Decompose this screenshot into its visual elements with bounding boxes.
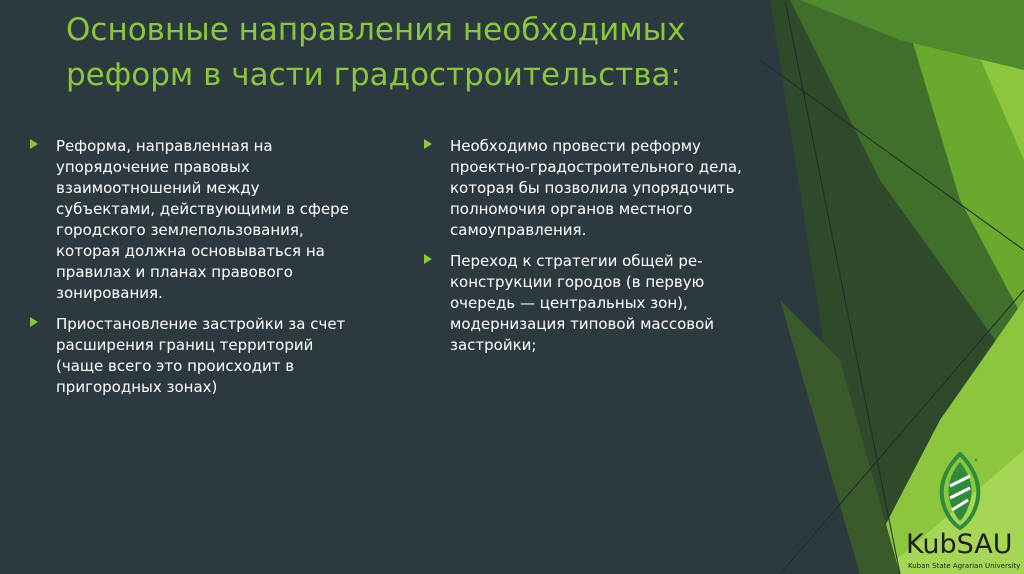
bullet-text: Реформа, направленная на упорядочение правовых взаимоотношений между субъектами, действующими в сфере городского землепользования, которая должна основываться на правилах и планах правового зонирования. bbox=[56, 137, 349, 302]
bullet-item bbox=[30, 136, 360, 304]
right-bullet-list bbox=[424, 136, 754, 366]
slide-title-line-1: Основные направления необходимых bbox=[66, 12, 686, 48]
kubsau-logo bbox=[900, 452, 1024, 574]
bullet-text: Необходимо провести реформу проектно-градостроительного дела, которая бы позволила упорядочить полномочия органов местного самоуправления. bbox=[450, 137, 742, 239]
logo-subtitle: Kuban State Agrarian University bbox=[908, 562, 1021, 570]
bullet-item bbox=[30, 314, 360, 398]
triangle-bullet-icon bbox=[424, 139, 432, 149]
slide-title-line-2: реформ в части градостроительства: bbox=[66, 57, 681, 93]
bullet-item bbox=[424, 136, 754, 241]
triangle-bullet-icon bbox=[30, 139, 38, 149]
triangle-bullet-icon bbox=[30, 317, 38, 327]
leaf-logo-icon bbox=[936, 452, 984, 530]
triangle-bullet-icon bbox=[424, 254, 432, 264]
bullet-text: Приостановление застройки за счет расширения границ территорий (чаще всего это происходит в пригородных зонах) bbox=[56, 315, 346, 396]
left-bullet-list bbox=[30, 136, 360, 408]
slide-title bbox=[66, 8, 786, 98]
bullet-item bbox=[424, 251, 754, 356]
logo-name: KubSAU bbox=[906, 529, 1013, 560]
bullet-text: Переход к стратегии общей ре-конструкции городов (в первую очередь — центральных зон), модернизация типовой массовой застройки; bbox=[450, 252, 715, 354]
